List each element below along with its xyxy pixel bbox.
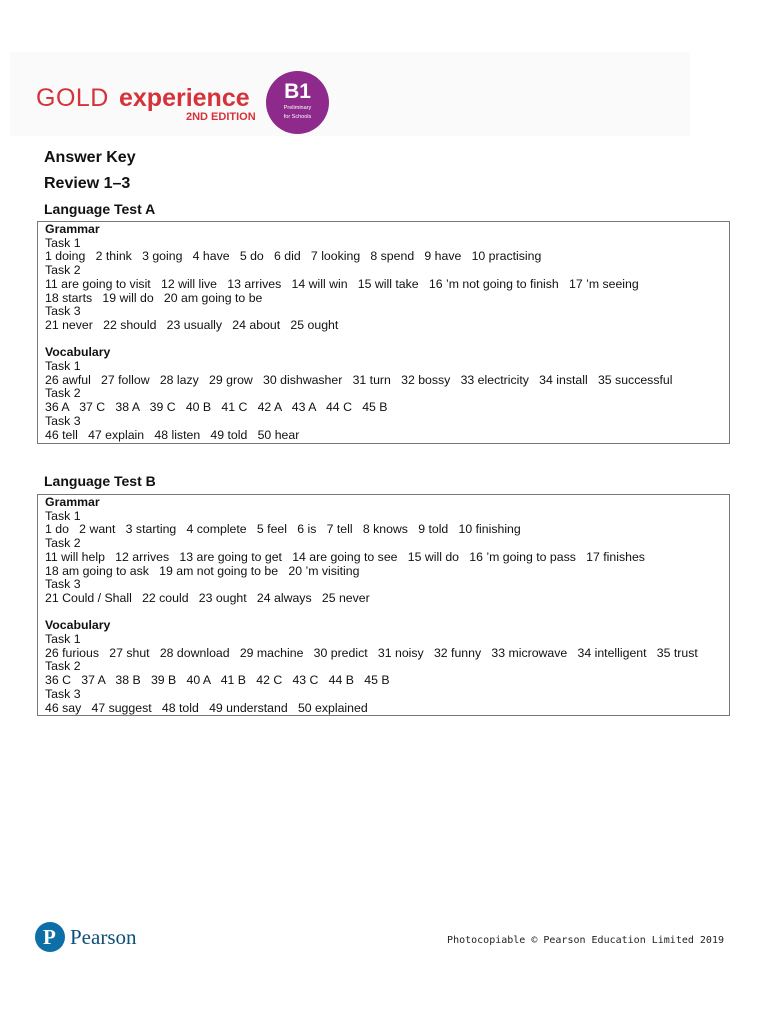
review-title: Review 1–3 bbox=[44, 175, 131, 192]
section-label: Vocabulary bbox=[45, 618, 111, 633]
answer-line: 18 am going to ask 19 am not going to be 20 ’m visiting bbox=[45, 563, 360, 578]
answer-line: 36 A 37 C 38 A 39 C 40 B 41 C 42 A 43 A 44 C 45 B bbox=[45, 400, 388, 415]
test-a-answer-box bbox=[37, 221, 730, 444]
answer-line: 36 C 37 A 38 B 39 B 40 A 41 B 42 C 43 C 44 B 45 B bbox=[45, 673, 390, 688]
answer-line: 1 doing 2 think 3 going 4 have 5 do 6 did 7 looking 8 spend 9 have 10 practising bbox=[45, 249, 542, 264]
level-badge bbox=[266, 71, 329, 134]
test-a-heading: Language Test A bbox=[44, 201, 156, 217]
header-band bbox=[10, 52, 690, 136]
logo-gold-text: GOLD bbox=[36, 84, 109, 112]
badge-sub-line-2: for Schools bbox=[283, 114, 312, 120]
answer-line: 26 awful 27 follow 28 lazy 29 grow 30 dishwasher 31 turn 32 bossy 33 electricity 34 install 35 successful bbox=[45, 372, 673, 387]
answer-line: Task 1 bbox=[45, 359, 81, 374]
answer-line: 26 furious 27 shut 28 download 29 machine 30 predict 31 noisy 32 funny 33 microwave 34 intelligent 35 trust bbox=[45, 645, 698, 660]
answer-line: Task 2 bbox=[45, 263, 81, 278]
line-spacer bbox=[45, 606, 723, 620]
answer-line: 46 say 47 suggest 48 told 49 understand 50 explained bbox=[45, 700, 368, 715]
answer-line: Task 3 bbox=[45, 413, 81, 428]
section-label: Vocabulary bbox=[45, 345, 111, 360]
test-b-heading: Language Test B bbox=[44, 473, 156, 489]
logo-experience-text: experience bbox=[119, 84, 250, 112]
line-spacer bbox=[45, 333, 723, 347]
answer-line: 11 are going to visit 12 will live 13 arrives 14 will win 15 will take 16 ’m not going to finish 17 ’m seeing bbox=[45, 276, 639, 291]
edition-label: 2ND EDITION bbox=[186, 111, 256, 123]
answer-line: Task 1 bbox=[45, 508, 81, 523]
pearson-brand-text: Pearson bbox=[70, 925, 137, 949]
answer-line: 1 do 2 want 3 starting 4 complete 5 feel 6 is 7 tell 8 knows 9 told 10 finishing bbox=[45, 522, 521, 537]
answer-line: Task 1 bbox=[45, 632, 81, 647]
answer-line: Task 3 bbox=[45, 304, 81, 319]
answer-line: 21 never 22 should 23 usually 24 about 25 ought bbox=[45, 317, 339, 332]
answer-line: Task 1 bbox=[45, 235, 81, 250]
badge-level: B1 bbox=[284, 80, 311, 103]
answer-line: 18 starts 19 will do 20 am going to be bbox=[45, 290, 263, 305]
copyright-note: Photocopiable © Pearson Education Limited 2019 bbox=[447, 935, 724, 946]
answer-line: 46 tell 47 explain 48 listen 49 told 50 hear bbox=[45, 427, 300, 442]
answer-line: Task 2 bbox=[45, 536, 81, 551]
answer-line: Task 3 bbox=[45, 577, 81, 592]
answer-line: Task 3 bbox=[45, 686, 81, 701]
badge-sub-line-1: Preliminary bbox=[283, 105, 312, 111]
section-label: Grammar bbox=[45, 495, 100, 509]
answer-line: 21 Could / Shall 22 could 23 ought 24 always 25 never bbox=[45, 590, 370, 605]
pearson-p-icon: P bbox=[35, 922, 65, 952]
test-b-answer-box bbox=[37, 494, 730, 716]
answer-line: 11 will help 12 arrives 13 are going to get 14 are going to see 15 will do 16 ’m going to pass 17 finishes bbox=[45, 549, 645, 564]
answer-line: Task 2 bbox=[45, 659, 81, 674]
answer-line: Task 2 bbox=[45, 386, 81, 401]
page-title: Answer Key bbox=[44, 149, 136, 166]
section-label: Grammar bbox=[45, 222, 100, 236]
